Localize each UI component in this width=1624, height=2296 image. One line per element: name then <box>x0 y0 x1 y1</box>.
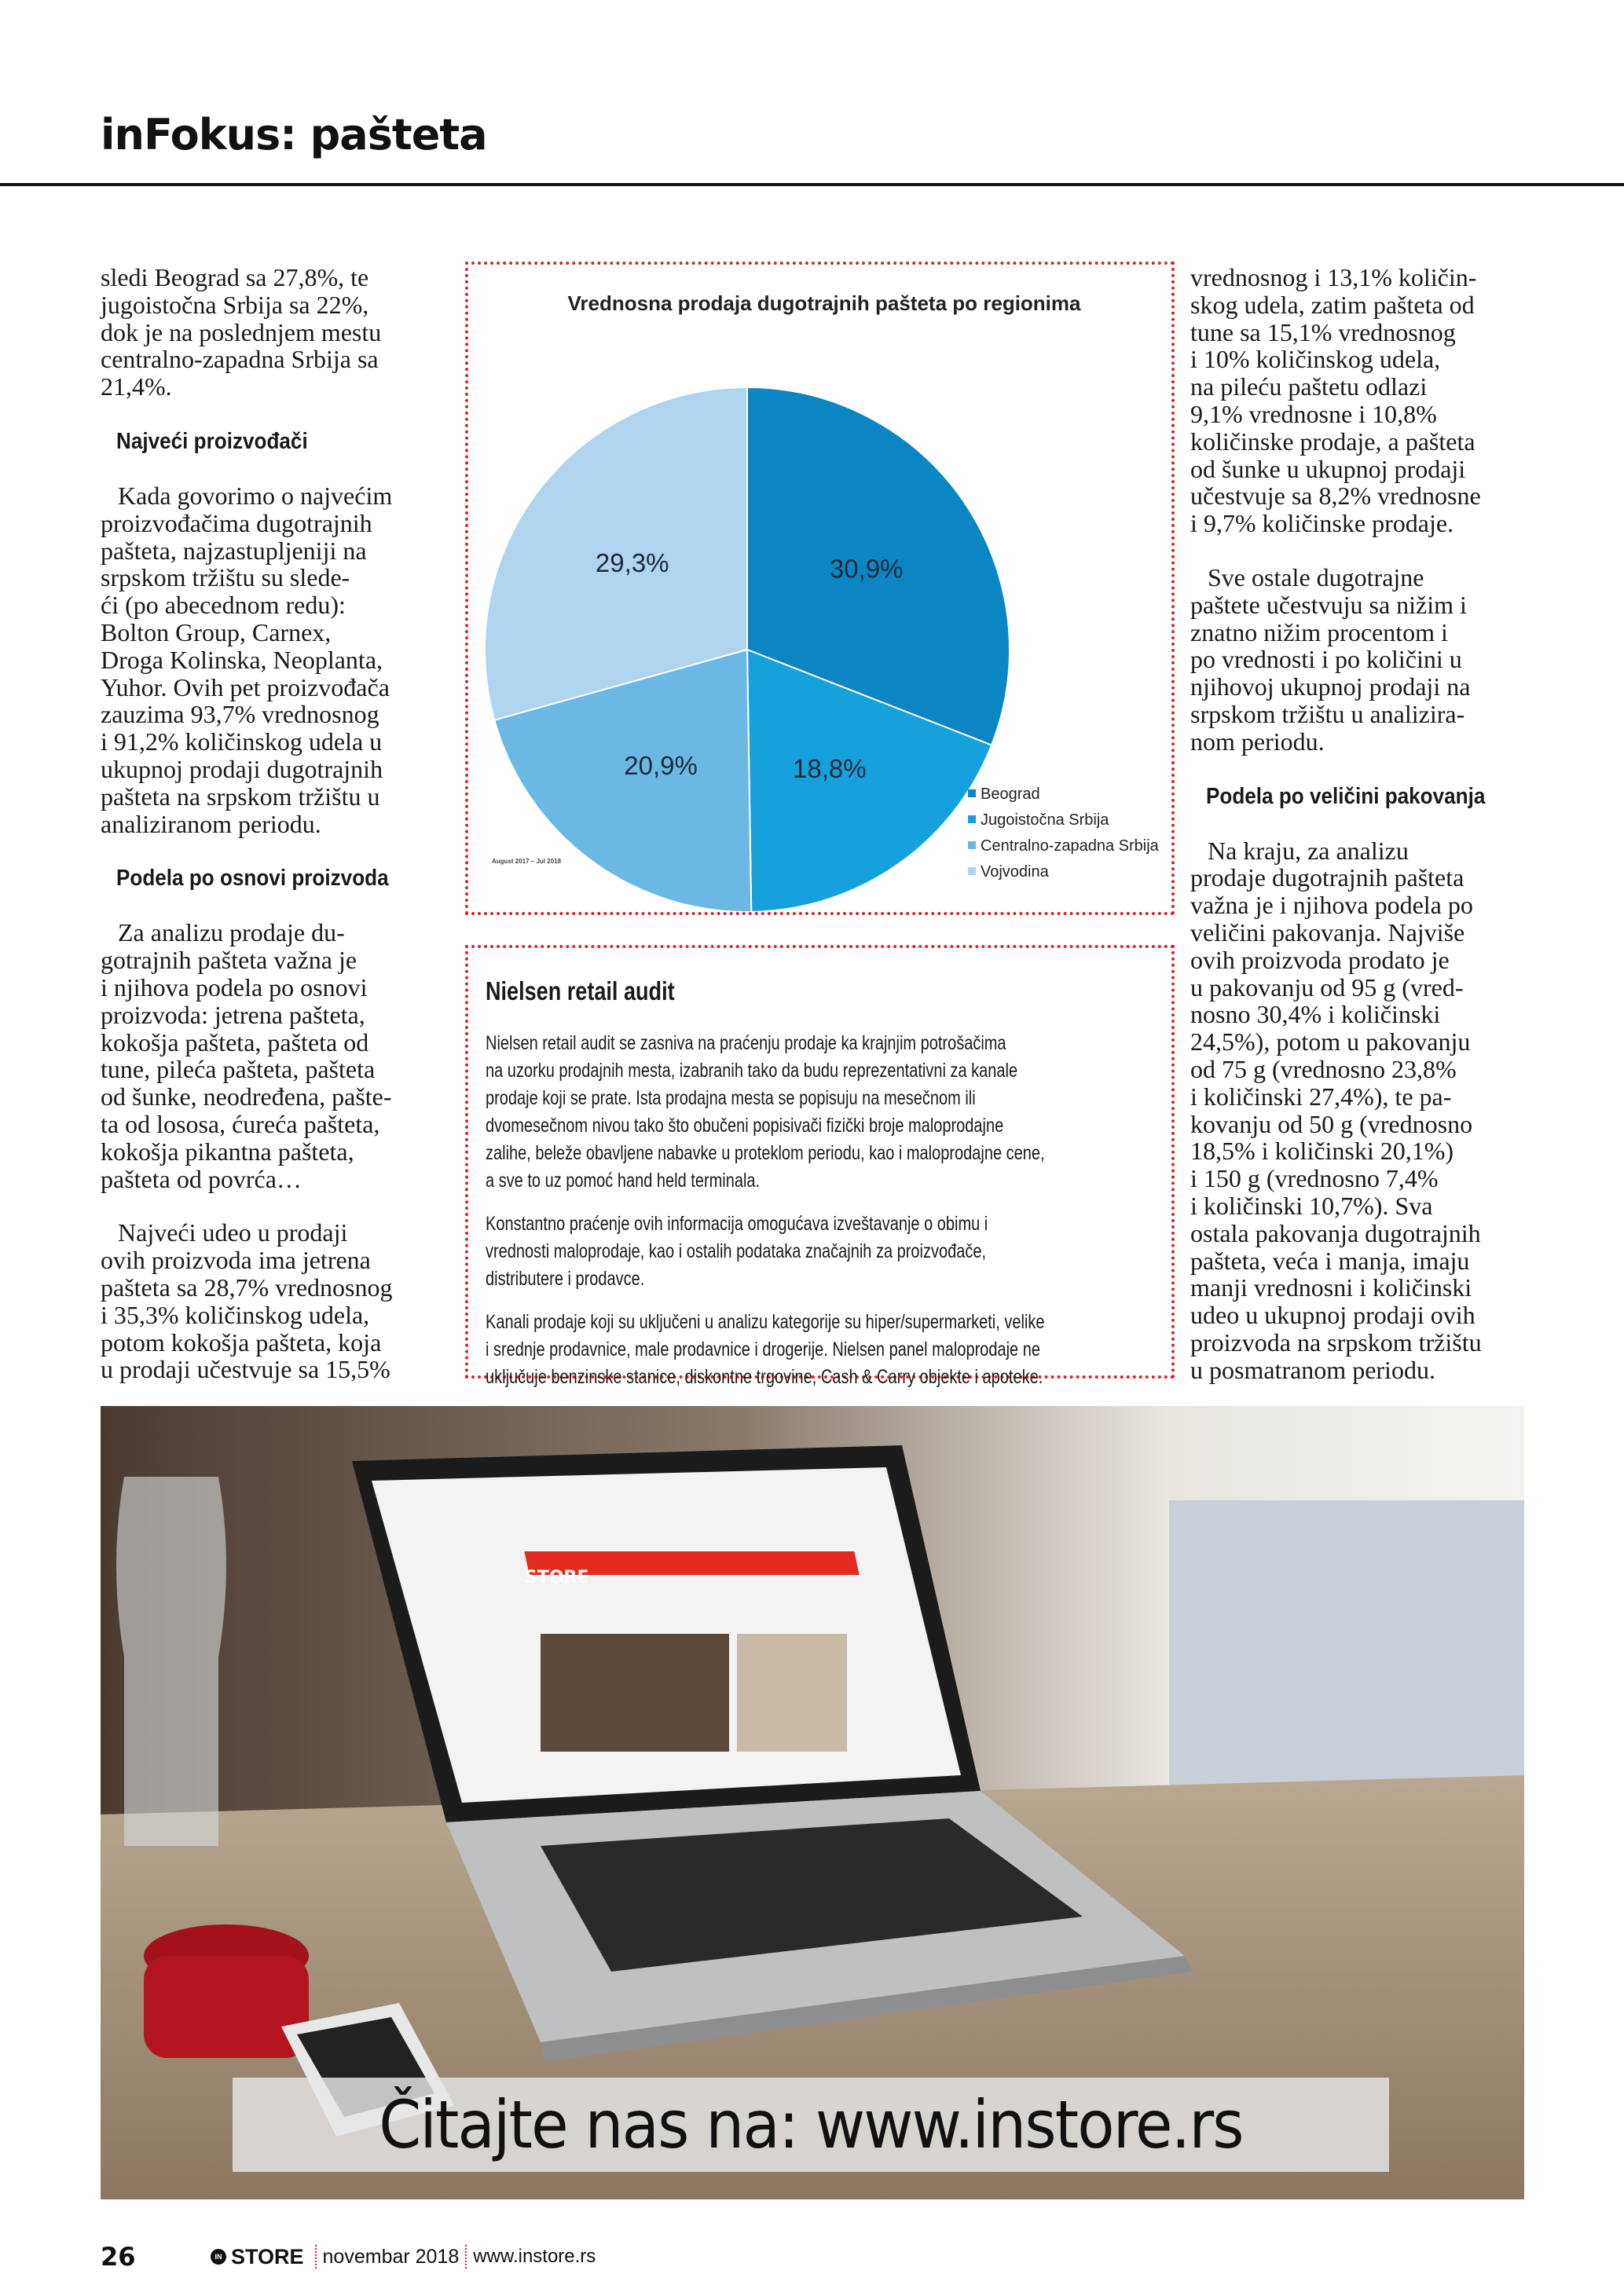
text-line: dok je na poslednjem mestu <box>101 317 382 346</box>
section-heading: Podela po osnovi proizvoda <box>116 866 389 892</box>
text-line: potom kokošja pašteta, koja <box>101 1327 382 1357</box>
text-line: na uzorku prodajnih mesta, izabranih tako da budu reprezentativni za kanale <box>486 1060 1018 1082</box>
text-line: kokošja pikantna pašteta, <box>101 1137 354 1166</box>
issue-date: novembar 2018 <box>322 2245 460 2268</box>
text-line: proizvoda na srpskom tržištu <box>1190 1327 1482 1357</box>
text-line: i 35,3% količinskog udela, <box>101 1300 370 1329</box>
text-line: a sve to uz pomoć hand held terminala. <box>486 1170 761 1192</box>
text-line: po vrednosti i po količini u <box>1190 645 1462 674</box>
text-line: i 9,7% količinske prodaje. <box>1190 509 1454 538</box>
text-line: Droga Kolinska, Neoplanta, <box>101 645 383 674</box>
text-line: od 75 g (vrednosno 23,8% <box>1190 1054 1457 1083</box>
paragraph <box>101 919 438 1192</box>
instore-logo-icon: IN <box>211 2249 226 2265</box>
text-line: Najveći udeo u prodaji <box>118 1218 348 1247</box>
chart-box <box>465 262 1175 915</box>
text-line: 21,4%. <box>101 372 172 401</box>
text-line: od šunke u ukupnoj prodaji <box>1190 454 1466 483</box>
text-line: na pileću paštetu odlazi <box>1190 372 1428 401</box>
slice-label: 18,8% <box>792 753 867 783</box>
text-line: proizvođačima dugotrajnih <box>101 508 372 537</box>
paragraph <box>101 264 438 401</box>
text-line: centralno-zapadna Srbija sa <box>101 345 379 374</box>
text-line: vrednosnog i 13,1% količin- <box>1190 263 1477 291</box>
chart-period-note: August 2017 – Jul 2018 <box>492 858 562 865</box>
text-line: Na kraju, za analizu <box>1208 836 1409 865</box>
text-line: paštete učestvuju sa nižim i <box>1190 590 1467 619</box>
right-column <box>1190 264 1528 1410</box>
legend-label: Vojvodina <box>981 863 1049 881</box>
text-line: Yuhor. Ovih pet proizvođača <box>101 672 390 701</box>
text-line: pašteta, veća i manja, imaju <box>1190 1246 1470 1275</box>
text-line: učestvuje sa 8,2% vrednosne <box>1190 482 1481 511</box>
text-line: prodaje dugotrajnih pašteta <box>1190 863 1465 892</box>
text-line: u pakovanju od 95 g (vred- <box>1190 972 1464 1002</box>
text-line: 9,1% vrednosne i 10,8% <box>1190 399 1437 428</box>
paragraph <box>1190 564 1528 756</box>
text-line: njihovoj ukupnoj prodaji na <box>1190 672 1471 701</box>
pie-chart <box>468 265 1171 912</box>
text-line: i 150 g (vrednosno 7,4% <box>1190 1164 1439 1193</box>
nielsen-paragraph <box>486 1309 1154 1391</box>
text-line: tune sa 15,1% vrednosnog <box>1190 317 1456 346</box>
legend-label: Centralno-zapadna Srbija <box>981 837 1159 855</box>
text-line: pašteta od povrća… <box>101 1164 302 1193</box>
text-line: ći (po abecednom redu): <box>101 591 346 620</box>
paragraph <box>1190 837 1528 1384</box>
text-line: kovanju od 50 g (vrednosno <box>1190 1109 1473 1138</box>
nielsen-paragraph <box>486 1030 1154 1195</box>
header-rule <box>0 183 1624 186</box>
text-line: vrednosti maloprodaje, kao i ostalih podataka značajnih za proizvođače, <box>486 1240 987 1262</box>
text-line: od šunke, neodređena, pašte- <box>101 1082 392 1111</box>
text-line: u posmatranom periodu. <box>1190 1355 1435 1384</box>
text-line: tune, pileća pašteta, pašteta <box>101 1055 376 1084</box>
text-line: srpskom tržištu u analizira- <box>1190 699 1465 728</box>
divider <box>465 2245 467 2269</box>
text-line: Nielsen retail audit se zasniva na praćenju prodaje ka krajnjim potrošačima <box>486 1032 1006 1054</box>
text-line: udeo u ukupnoj prodaji ovih <box>1190 1301 1476 1330</box>
text-line: Konstantno praćenje ovih informacija omogućava izveštavanje o obimu i <box>486 1213 988 1235</box>
text-line: u prodaji učestvuje sa 15,5% <box>101 1355 390 1384</box>
text-line: ovih proizvoda ima jetrena <box>101 1246 371 1275</box>
page-number: 26 <box>101 2242 136 2272</box>
text-line: zauzima 93,7% vrednosnog <box>101 700 379 729</box>
text-line: Kanali prodaje koji su uključeni u analizu kategorije su hiper/supermarketi, velike <box>486 1311 1045 1333</box>
text-line: ostala pakovanja dugotrajnih <box>1190 1218 1481 1247</box>
text-line: ta od lososa, ćureća pašteta, <box>101 1109 380 1138</box>
left-column <box>101 264 438 1410</box>
text-line: sledi Beograd sa 27,8%, te <box>101 263 369 291</box>
slice-label: 20,9% <box>624 751 698 781</box>
legend-label: Jugoistočna Srbija <box>981 811 1109 829</box>
legend-swatch <box>968 789 976 797</box>
text-line: i količinski 10,7%). Sva <box>1190 1191 1433 1220</box>
text-line: proizvoda: jetrena pašteta, <box>101 1000 365 1029</box>
text-line: manji vrednosni i količinski <box>1190 1273 1472 1302</box>
screen-logo: STORE <box>525 1568 589 1587</box>
nielsen-paragraph <box>486 1210 1154 1293</box>
divider <box>315 2245 317 2269</box>
paragraph <box>101 482 438 837</box>
paragraph <box>1190 264 1528 537</box>
paragraph <box>101 1219 438 1383</box>
legend-swatch <box>968 815 976 823</box>
text-line: ovih proizvoda prodato je <box>1190 945 1450 974</box>
legend-swatch <box>968 867 976 875</box>
text-line: pašteta na srpskom tržištu u <box>101 782 380 811</box>
text-line: analiziranom periodu. <box>101 809 321 838</box>
text-line: uključuje benzinske stanice, diskontne trgovine, Cash & Carry objekte i apoteke. <box>486 1366 1043 1388</box>
page-footer <box>101 2237 596 2276</box>
text-line: i 10% količinskog udela, <box>1190 345 1441 374</box>
footer-url[interactable]: www.instore.rs <box>473 2246 596 2267</box>
text-line: prodaje koji se prate. Ista prodajna mesta se popisuju na mesečnom ili <box>486 1087 976 1109</box>
page-title: inFokus: pašteta <box>101 110 487 159</box>
text-line: veličini pakovanja. Najviše <box>1190 917 1465 947</box>
nielsen-info-box <box>465 945 1175 1388</box>
chart-title: Vrednosna prodaja dugotrajnih pašteta po regionima <box>567 291 1081 315</box>
text-line: dvomesečnom nivou tako što obučeni popisivači fizički broje maloprodajne <box>486 1115 1004 1137</box>
slice-label: 29,3% <box>595 547 669 577</box>
text-line: i količinski 27,4%), te pa- <box>1190 1082 1452 1111</box>
text-line: količinske prodaje, a pašteta <box>1190 427 1476 456</box>
slice-label: 30,9% <box>829 554 904 584</box>
text-line: pašteta, najzastupljeniji na <box>101 536 367 565</box>
text-line: Bolton Group, Carnex, <box>101 617 332 646</box>
text-line: ukupnoj prodaji dugotrajnih <box>101 754 383 783</box>
text-line: i njihova podela po osnovi <box>101 972 368 1002</box>
text-line: i srednje prodavnice, male prodavnice i drogerije. Nielsen panel maloprodaje ne <box>486 1338 1040 1360</box>
legend-label: Beograd <box>981 785 1040 803</box>
text-line: zalihe, beleže obavljene nabavke u proteklom periodu, kao i maloprodajne cene, <box>486 1142 1045 1164</box>
text-line: i 91,2% količinskog udela u <box>101 727 383 756</box>
text-line: jugoistočna Srbija sa 22%, <box>101 290 369 319</box>
text-line: distributere i prodavce. <box>486 1268 645 1290</box>
text-line: skog udela, zatim pašteta od <box>1190 290 1475 319</box>
text-line: pašteta sa 28,7% vrednosnog <box>101 1273 393 1302</box>
text-line: nosno 30,4% i količinski <box>1190 1000 1441 1029</box>
text-line: važna je i njihova podela po <box>1190 891 1473 920</box>
nielsen-title: Nielsen retail audit <box>486 976 675 1005</box>
text-line: Sve ostale dugotrajne <box>1208 562 1424 591</box>
legend-swatch <box>968 841 976 849</box>
text-line: Za analizu prodaje du- <box>118 918 345 947</box>
text-line: srpskom tržištu su slede- <box>101 563 350 592</box>
text-line: 24,5%), potom u pakovanju <box>1190 1027 1471 1056</box>
section-heading: Podela po veličini pakovanja <box>1206 783 1486 809</box>
footer-logo: IN STORE <box>211 2245 304 2269</box>
text-line: Kada govorimo o najvećim <box>118 481 393 510</box>
text-line: znatno nižim procentom i <box>1190 617 1448 646</box>
text-line: kokošja pašteta, pašteta od <box>101 1027 369 1056</box>
ad-photo <box>101 1406 1524 2199</box>
ad-banner[interactable]: Čitajte nas na: www.instore.rs <box>233 2078 1389 2172</box>
text-line: 18,5% i količinski 20,1%) <box>1190 1137 1454 1166</box>
text-line: gotrajnih pašteta važna je <box>101 946 357 975</box>
section-heading: Najveći proizvođači <box>116 428 308 454</box>
text-line: nom periodu. <box>1190 727 1325 756</box>
